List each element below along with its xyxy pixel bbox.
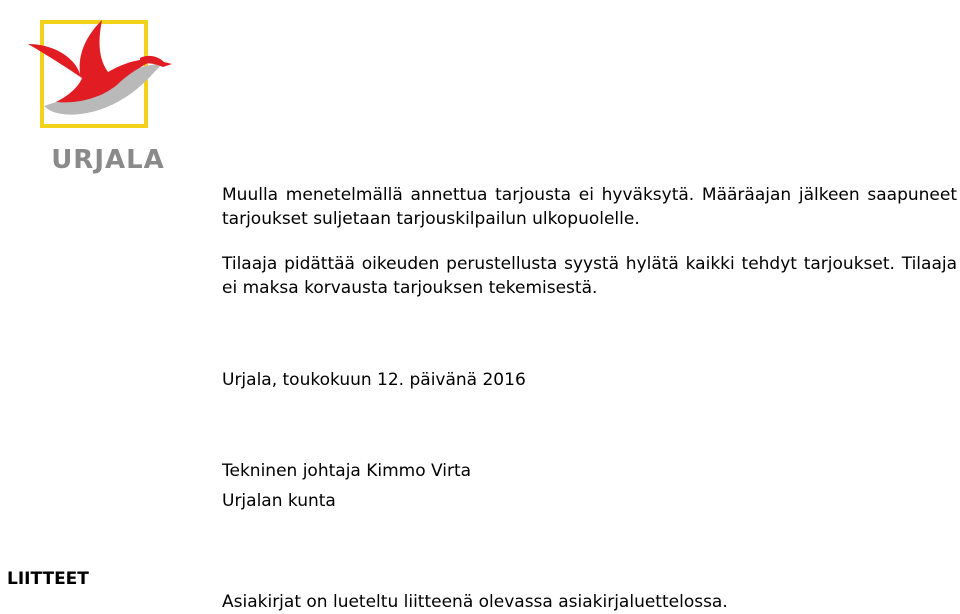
signature-title: Tekninen johtaja Kimmo Virta [222,461,472,481]
date-line: Urjala, toukokuun 12. päivänä 2016 [222,370,526,390]
attachments-heading: LIITTEET [7,569,89,589]
paragraph-rejection-terms: Muulla menetelmällä annettua tarjousta ei hyväksytä. Määräajan jälkeen saapuneet tarjoukset suljetaan tarjouskilpailun ulkopuolelle. [222,185,957,229]
signature-organization: Urjalan kunta [222,491,336,511]
urjala-bird-emblem [22,14,172,144]
urjala-logo [22,14,172,174]
logo-wordmark: URJALA [51,145,165,175]
paragraph-client-rights: Tilaaja pidättää oikeuden perustellusta syystä hylätä kaikki tehdyt tarjoukset. Tilaaja ei maksa korvausta tarjouksen tekemisestä. [222,254,957,298]
attachments-text: Asiakirjat on lueteltu liitteenä olevassa asiakirjaluettelossa. [222,592,728,612]
